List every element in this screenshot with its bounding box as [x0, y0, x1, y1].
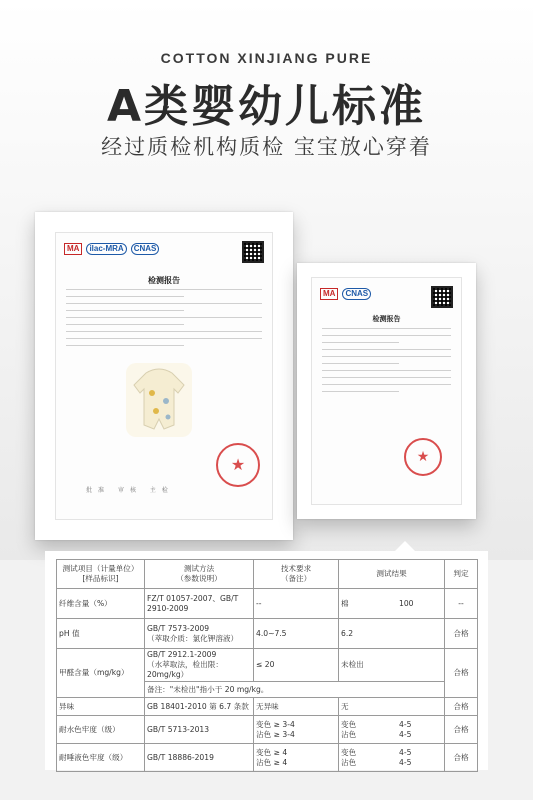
- cnas-logo-small: CNAS: [342, 288, 371, 300]
- table-row: [57, 619, 478, 649]
- test-results-table: [56, 559, 478, 772]
- report-frame-large: [35, 212, 293, 540]
- cell-result: 棉 100: [339, 589, 445, 619]
- cell-method: GB/T 18886-2019: [145, 744, 254, 772]
- report-document-large: [55, 232, 273, 520]
- cell-result: 无: [339, 698, 445, 716]
- qr-code-icon: [242, 241, 264, 263]
- header-requirement: 技术要求 （备注）: [254, 560, 339, 589]
- hero-tagline: 经过质检机构质检 宝宝放心穿着: [101, 135, 432, 159]
- cell-item: pH 值: [57, 619, 145, 649]
- official-seal-icon: ★: [216, 443, 260, 487]
- table-row: [57, 649, 478, 682]
- report-frame-small: [297, 263, 476, 519]
- callout-pointer: [395, 541, 415, 551]
- cma-logo: MA: [64, 243, 82, 255]
- cell-result: 6.2: [339, 619, 445, 649]
- cell-requirement: --: [254, 589, 339, 619]
- header-verdict: 判定: [445, 560, 478, 589]
- signature-approve: 批准: [86, 487, 111, 494]
- header-item: 测试项目（计量单位） [样品标识]: [57, 560, 145, 589]
- report-title: 检测报告: [148, 276, 180, 285]
- certification-logos-small: [320, 288, 371, 300]
- report-text-lines: [66, 289, 262, 352]
- cell-verdict: 合格: [445, 744, 478, 772]
- cell-requirement: 变色 ≥ 4 沾色 ≥ 4: [254, 744, 339, 772]
- hero-title: A类婴幼儿标准: [106, 81, 427, 132]
- header-method: 测试方法 （参数说明）: [145, 560, 254, 589]
- cell-requirement: ≤ 20: [254, 649, 339, 682]
- cell-result: 变色 4-5 沾色 4-5: [339, 744, 445, 772]
- test-results-card: [45, 551, 488, 770]
- report-document-small: [311, 277, 462, 505]
- cell-requirement: 无异味: [254, 698, 339, 716]
- report-title-small: 检测报告: [372, 315, 401, 323]
- table-row: [57, 716, 478, 744]
- cell-method: FZ/T 01057-2007、GB/T 2910-2009: [145, 589, 254, 619]
- cell-method: GB 18401-2010 第 6.7 条款: [145, 698, 254, 716]
- table-row: [57, 589, 478, 619]
- cell-item: 异味: [57, 698, 145, 716]
- signature-review: 审核: [117, 487, 142, 494]
- cell-method: GB/T 7573-2009 （萃取介质：氯化钾溶液）: [145, 619, 254, 649]
- cell-verdict: --: [445, 589, 478, 619]
- cell-verdict: 合格: [445, 698, 478, 716]
- cma-logo-small: MA: [320, 288, 338, 300]
- signature-line: [86, 485, 174, 494]
- cell-item: 甲醛含量（mg/kg）: [57, 649, 145, 698]
- official-seal-icon-small: ★: [404, 438, 442, 476]
- table-row: [57, 744, 478, 772]
- cell-requirement: 4.0~7.5: [254, 619, 339, 649]
- cell-item: 纤维含量（%）: [57, 589, 145, 619]
- qr-code-icon-small: [431, 286, 453, 308]
- hero-subtitle: COTTON XINJIANG PURE: [160, 50, 373, 66]
- header-result: 测试结果: [339, 560, 445, 589]
- signature-inspect: 主检: [149, 487, 174, 494]
- table-header-row: [57, 560, 478, 589]
- baby-romper-icon: [126, 363, 192, 437]
- cell-method: GB/T 5713-2013: [145, 716, 254, 744]
- cell-note: 备注："未检出"指小于 20 mg/kg。: [145, 682, 445, 698]
- ilac-logo: ilac-MRA: [86, 243, 126, 255]
- cell-requirement: 变色 ≥ 3-4 沾色 ≥ 3-4: [254, 716, 339, 744]
- cell-verdict: 合格: [445, 716, 478, 744]
- cell-result: 未检出: [339, 649, 445, 682]
- cell-result: 变色 4-5 沾色 4-5: [339, 716, 445, 744]
- baby-romper-photo: [126, 363, 192, 437]
- cell-item: 耐唾液色牢度（级）: [57, 744, 145, 772]
- cell-verdict: 合格: [445, 649, 478, 698]
- report-table-lines: [322, 328, 451, 398]
- table-row: [57, 698, 478, 716]
- cell-method: GB/T 2912.1-2009 （水萃取法，检出限：20mg/kg）: [145, 649, 254, 682]
- cell-item: 耐水色牢度（级）: [57, 716, 145, 744]
- cnas-logo: CNAS: [131, 243, 160, 255]
- cell-verdict: 合格: [445, 619, 478, 649]
- certification-logos: [64, 243, 159, 255]
